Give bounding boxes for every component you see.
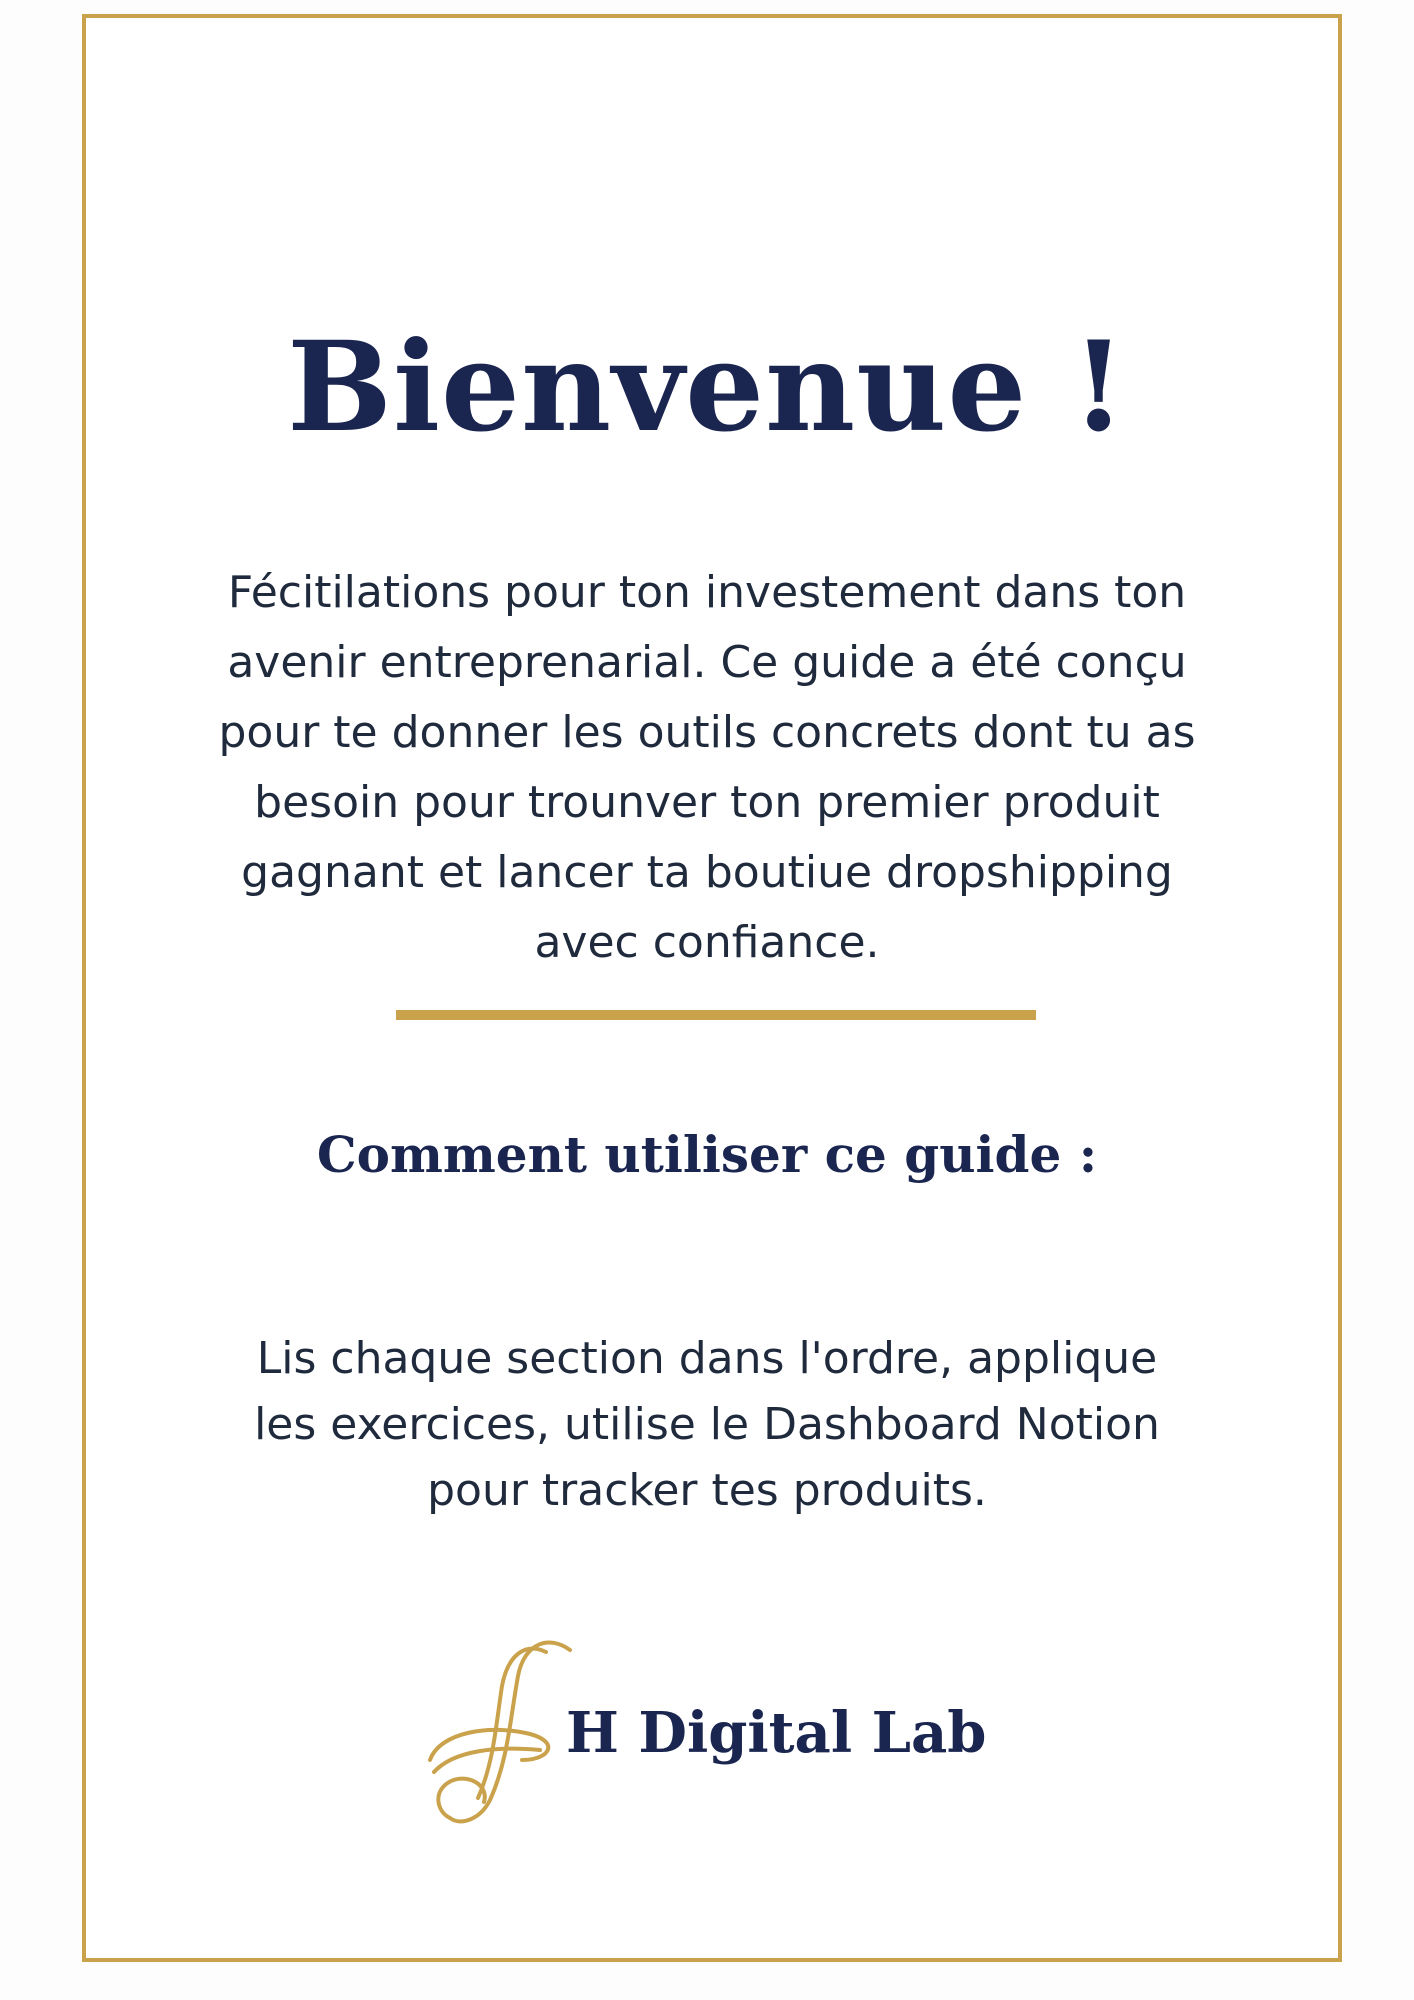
intro-paragraph: Fécitilations pour ton investement dans ton avenir entreprenarial. Ce guide a été conçu pour te donner les outils concrets dont tu as besoin pour trounver ton premier produit gagnant et lancer ta boutiue dropshipping avec confiance.	[218, 567, 1196, 968]
brand-name: H Digital Lab	[566, 1700, 987, 1766]
page-title: Bienvenue !	[287, 315, 1127, 460]
howto-paragraph: Lis chaque section dans l'ordre, applique les exercices, utilise le Dashboard Notion pour tracker tes produits.	[254, 1333, 1160, 1516]
section-subtitle: Comment utiliser ce guide :	[316, 1125, 1098, 1184]
gold-divider	[396, 1010, 1036, 1020]
brand-logo	[420, 1632, 987, 1832]
script-h-monogram-icon	[420, 1632, 590, 1832]
